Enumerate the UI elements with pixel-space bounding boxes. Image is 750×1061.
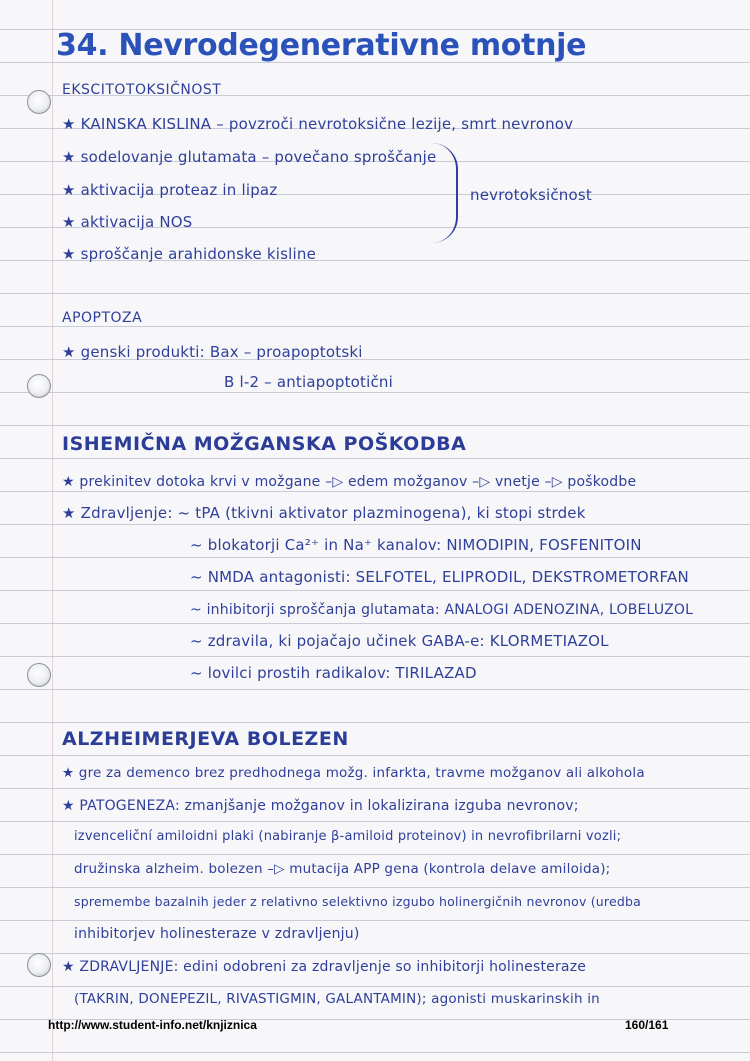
list-item: ★ KAINSKA KISLINA – povzroči nevrotoksične lezije, smrt nevronov xyxy=(62,115,574,133)
list-item: spremembe bazalnih jeder z relativno selektivno izgubo holinergičnih nevronov (uredba xyxy=(74,894,641,909)
list-item: ★ genski produkti: Bax – proapoptotski xyxy=(62,343,363,361)
list-item: ~ inhibitorji sproščanja glutamata: ANALOGI ADENOZINA, LOBELUZOL xyxy=(190,602,694,618)
punch-hole xyxy=(27,663,51,687)
list-item: ~ zdravila, ki pojačajo učinek GABA-e: KLORMETIAZOL xyxy=(190,632,609,650)
list-item: ★ gre za demenco brez predhodnega možg. infarkta, travme možganov ali alkohola xyxy=(62,765,645,781)
list-item: (TAKRIN, DONEPEZIL, RIVASTIGMIN, GALANTAMIN); agonisti muskarinskih in xyxy=(74,991,600,1007)
list-item: ~ NMDA antagonisti: SELFOTEL, ELIPRODIL, DEKSTROMETORFAN xyxy=(190,568,689,586)
section-heading-apoptosis: APOPTOZA xyxy=(62,310,143,326)
list-item: ~ blokatorji Ca²⁺ in Na⁺ kanalov: NIMODIPIN, FOSFENITOIN xyxy=(190,536,642,554)
list-item: inhibitorjev holinesteraze v zdravljenju) xyxy=(74,926,360,942)
list-item: ★ sproščanje arahidonske kisline xyxy=(62,245,317,263)
list-item: ★ Zdravljenje: ~ tPA (tkivni aktivator plazminogena), ki stopi strdek xyxy=(62,504,586,522)
list-item: družinska alzheim. bolezen –▷ mutacija APP gena (kontrola delave amiloida); xyxy=(74,861,611,877)
punch-hole xyxy=(27,90,51,114)
punch-hole xyxy=(27,374,51,398)
list-item: izvenceliční amiloidni plaki (nabiranje β-amiloid proteinov) in nevrofibrilarni vozli; xyxy=(74,829,622,844)
list-item: B l-2 – antiapoptotični xyxy=(224,373,394,391)
curly-brace xyxy=(432,143,458,243)
list-item: ~ lovilci prostih radikalov: TIRILAZAD xyxy=(190,664,477,682)
list-item: ★ aktivacija proteaz in lipaz xyxy=(62,181,278,199)
section-heading-excitotoxicity: EKSCITOTOKSIČNOST xyxy=(62,82,222,98)
brace-label: nevrotoksičnost xyxy=(470,186,592,204)
page-title: 34. Nevrodegenerativne motnje xyxy=(56,28,587,63)
punch-hole xyxy=(27,953,51,977)
section-heading-ischemia: ISHEMIČNA MOŽGANSKA POŠKODBA xyxy=(62,433,467,455)
list-item: ★ prekinitev dotoka krvi v možgane –▷ edem možganov –▷ vnetje –▷ poškodbe xyxy=(62,474,637,490)
page-number: 160/161 xyxy=(625,1018,669,1032)
list-item: ★ aktivacija NOS xyxy=(62,213,193,231)
list-item: ★ sodelovanje glutamata – povečano sproščanje xyxy=(62,148,437,166)
list-item: ★ PATOGENEZA: zmanjšanje možganov in lokalizirana izguba nevronov; xyxy=(62,798,579,814)
section-heading-alzheimer: ALZHEIMERJEVA BOLEZEN xyxy=(62,728,349,750)
footer-url: http://www.student-info.net/knjiznica xyxy=(48,1018,257,1032)
margin-line xyxy=(52,0,53,1061)
list-item: ★ ZDRAVLJENJE: edini odobreni za zdravljenje so inhibitorji holinesteraze xyxy=(62,959,587,975)
